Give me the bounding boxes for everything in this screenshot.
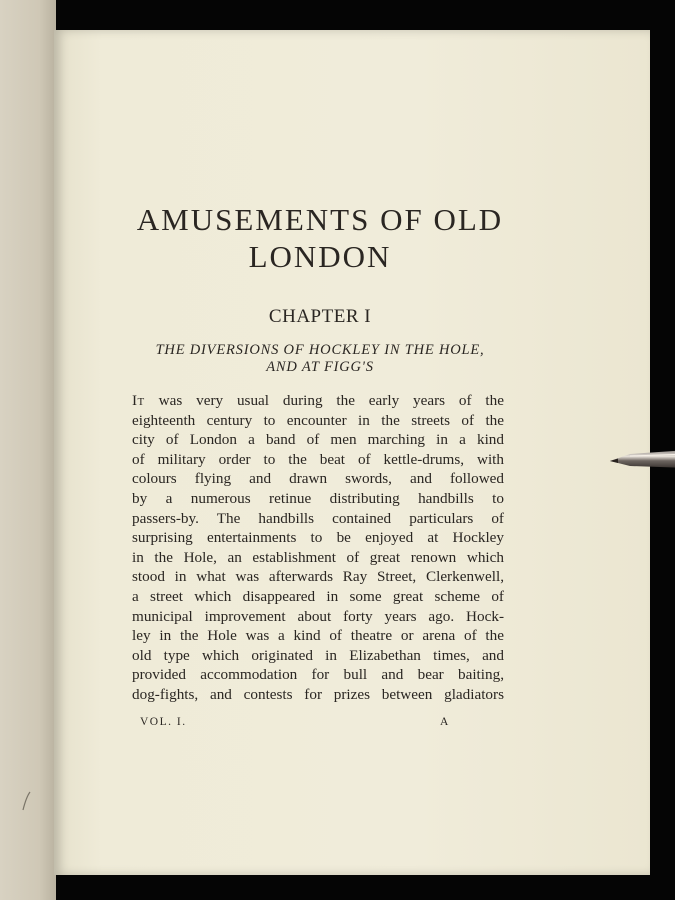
body-line: a street which disappeared in some great scheme of: [132, 587, 504, 605]
body-line: in the Hole, an establishment of great renown which: [132, 548, 504, 566]
book-title-line-1: AMUSEMENTS OF OLD: [136, 202, 504, 237]
body-line: ley in the Hole was a kind of theatre or arena of the: [132, 627, 504, 645]
volume-signature: VOL. I.: [140, 716, 187, 728]
left-page-edge: [0, 0, 56, 900]
chapter-subtitle-line-1: THE DIVERSIONS OF HOCKLEY IN THE HOLE,: [155, 342, 485, 358]
body-line: stood in what was afterwards Ray Street, Clerkenwell,: [132, 568, 504, 586]
body-line: dog-fights, and contests for prizes between gladiators: [132, 685, 504, 703]
body-line: surprising entertainments to be enjoyed at Hockley: [132, 529, 504, 547]
body-line: of military order to the beat of kettle-drums, with: [132, 450, 504, 468]
signature-mark: A: [440, 716, 450, 728]
body-line: municipal improvement about forty years ago. Hock-: [132, 607, 504, 625]
body-line: colours flying and drawn swords, and followed: [132, 470, 504, 488]
body-line: provided accommodation for bull and bear baiting,: [132, 666, 504, 684]
body-line: city of London a band of men marching in a kind: [132, 431, 504, 449]
body-line: eighteenth century to encounter in the streets of the: [132, 411, 504, 429]
margin-pencil-mark-icon: [20, 790, 34, 812]
body-line: passers-by. The handbills contained particulars of: [132, 509, 504, 527]
body-line: It was very usual during the early years of the: [132, 392, 504, 409]
body-line: old type which originated in Elizabethan times, and: [132, 646, 504, 664]
chapter-heading: CHAPTER I: [268, 306, 372, 327]
book-title-line-2: LONDON: [248, 239, 392, 274]
opening-word: It: [132, 392, 145, 409]
body-line: by a numerous retinue distributing handbills to: [132, 489, 504, 507]
body-paragraph: [132, 391, 504, 705]
chapter-subtitle-line-2: AND AT FIGG'S: [266, 359, 374, 375]
pen-pointer-icon: [608, 448, 675, 470]
